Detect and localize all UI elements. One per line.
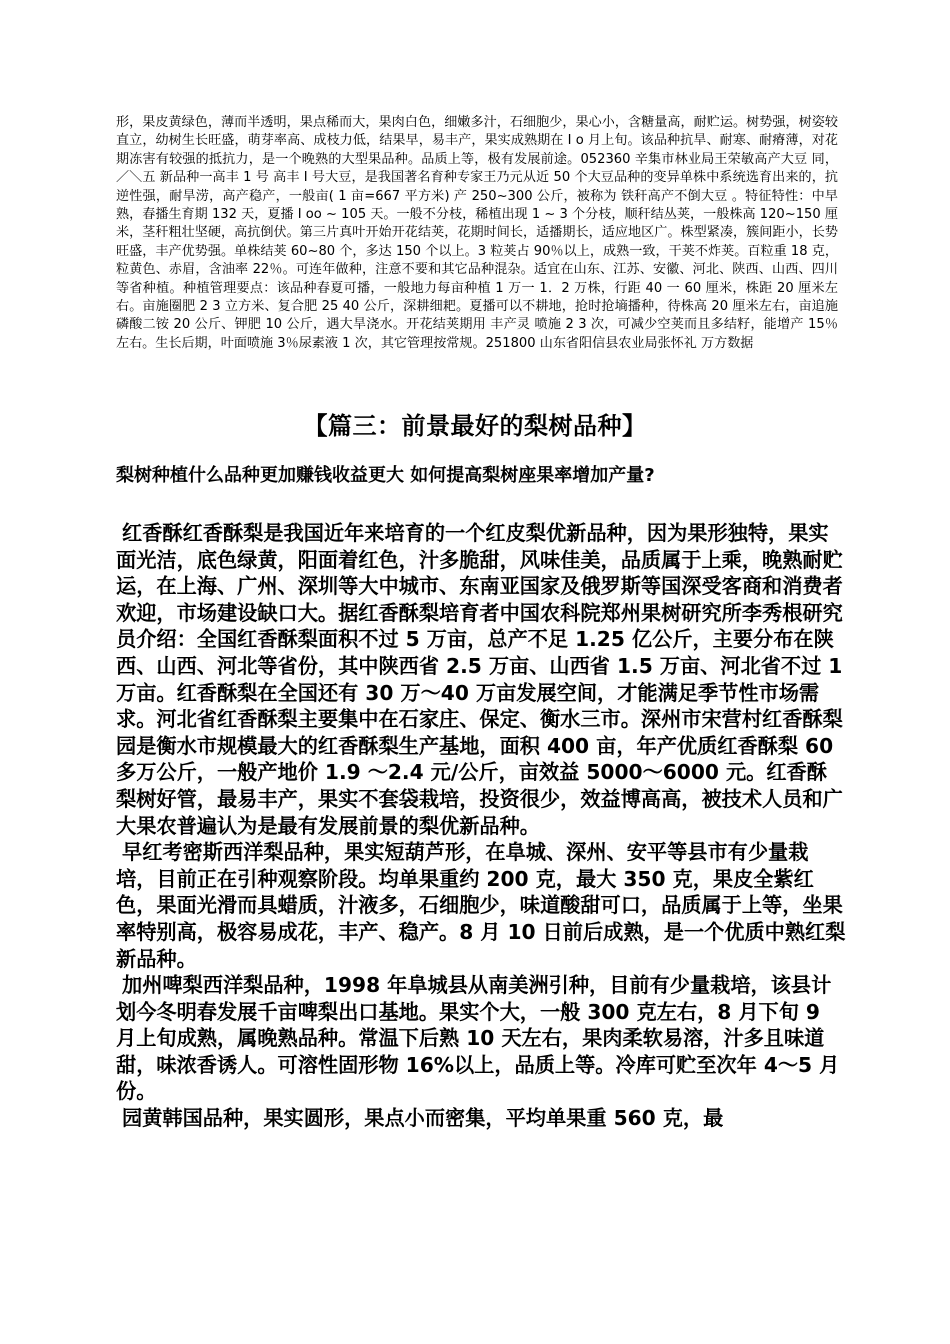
top-paragraph: 形，果皮黄绿色，薄而半透明，果点稀而大，果肉白色，细嫩多汁，石细胞少，果心小，含糖量高，耐贮运。树势强，树姿较直立，幼树生长旺盛，萌芽率高、成枝力低，结果早，易丰产，果实成熟期在 I o 月上旬。该品种抗旱、耐寒、耐瘠薄，对花期冻害有较强的抵抗力，是一个晚熟的大型果品种。品质上等，极有发展前途。052360 辛集市林业局王荣敏高产大豆 同，／＼五 新品种一高丰 1 号 高丰 I 号大豆，是我国著名育种专家王乃元从近 50 个大豆品种的变异单株中系统选育出来的，抗逆性强，耐旱涝，高产稳产，一般亩( 1 亩=667 平方米) 产 250~300 公斤，被称为 铁秆高产不倒大豆 。特征特性：中早熟，春播生育期 132 天，夏播 I oo ~ 105 天。一般不分枝，稀植出现 1 ~ 3 个分枝，顺秆结丛荚，一般株高 120~150 厘米，茎秆粗壮坚硬，高抗倒伏。第三片真叶开始开花结荚，花期时间长，适播期长，适应地区广。株型紧凑，簇间距小，长势旺盛，丰产优势强。单株结荚 60~80 个，多达 150 个以上。3 粒荚占 90％以上，成熟一致，干荚不炸荚。百粒重 18 克，粒黄色、赤眉，含油率 22％。可连年做种，注意不要和其它品种混杂。适宜在山东、江苏、安徽、河北、陕西、山西、四川等省种植。种植管理要点：该品种春夏可播，一般地力每亩种植 1 万一 1．2 万株，行距 40 一 60 厘米，株距 20 厘米左右。亩施圈肥 2 3 立方米、复合肥 25 40 公斤，深耕细耙。夏播可以不耕地，抢时抢墒播种，待株高 20 厘米左右，亩追施磷酸二铵 20 公斤、钾肥 10 公斤，遇大旱浇水。开花结荚期用 丰产灵 喷施 2 3 次，可减少空荚而且多结籽，能增产 15％左右。生长后期，叶面喷施 3％尿素液 1 次，其它管理按常规。251800 山东省阳信县农业局张怀礼 万方数据 — [116, 115, 838, 351]
paragraph-yuanhuang: 园黄韩国品种，果实圆形，果点小而密集，平均单果重 560 克，最 — [122, 1106, 724, 1131]
subheading: 梨树种植什么品种更加赚钱收益更大 如何提高梨树座果率增加产量? — [116, 465, 655, 486]
section-title: 【篇三：前景最好的梨树品种】 — [303, 412, 647, 440]
paragraph-zaohong-kaomisi: 早红考密斯西洋梨品种，果实短葫芦形，在阜城、深州、安平等县市有少量栽培，目前正在引种观察阶段。均单果重约 200 克，最大 350 克，果皮全紫红色，果面光滑而具蜡质，汁液多，石细胞少，味道酸甜可口，品质属于上等，坐果率特别高，极容易成花，丰产、稳产。8 月 10 日前后成熟，是一个优质中熟红梨新品种。 — [116, 840, 846, 971]
article-body — [116, 520, 846, 1132]
paragraph-hongxiangsu: 红香酥红香酥梨是我国近年来培育的一个红皮梨优新品种，因为果形独特，果实面光洁，底色绿黄，阳面着红色，汁多脆甜，风味佳美，品质属于上乘，晚熟耐贮运，在上海、广州、深圳等大中城市、东南亚国家及俄罗斯等国深受客商和消费者欢迎，市场建设缺口大。据红香酥梨培育者中国农科院郑州果树研究所李秀根研究员介绍：全国红香酥梨面积不过 5 万亩，总产不足 1.25 亿公斤，主要分布在陕西、山西、河北等省份，其中陕西省 2.5 万亩、山西省 1.5 万亩、河北省不过 1 万亩。红香酥梨在全国还有 30 万～40 万亩发展空间，才能满足季节性市场需求。河北省红香酥梨主要集中在石家庄、保定、衡水三市。深州市宋营村红香酥梨园是衡水市规模最大的红香酥梨生产基地，面积 400 亩，年产优质红香酥梨 60 多万公斤，一般产地价 1.9 ～2.4 元/公斤，亩效益 5000～6000 元。红香酥梨树好管，最易丰产，果实不套袋栽培，投资很少，效益博高高，被技术人员和广大果农普遍认为是最有发展前景的梨优新品种。 — [116, 521, 843, 838]
paragraph-jiazhou-pili: 加州啤梨西洋梨品种，1998 年阜城县从南美洲引种，目前有少量栽培，该县计划今冬明春发展千亩啤梨出口基地。果实个大，一般 300 克左右，8 月下旬 9 月上旬成熟，属晚熟品种。常温下后熟 10 天左右，果肉柔软易溶，汁多且味道甜，味浓香诱人。可溶性固形物 16%以上，品质上等。冷库可贮至次年 4～5 月份。 — [116, 973, 840, 1104]
